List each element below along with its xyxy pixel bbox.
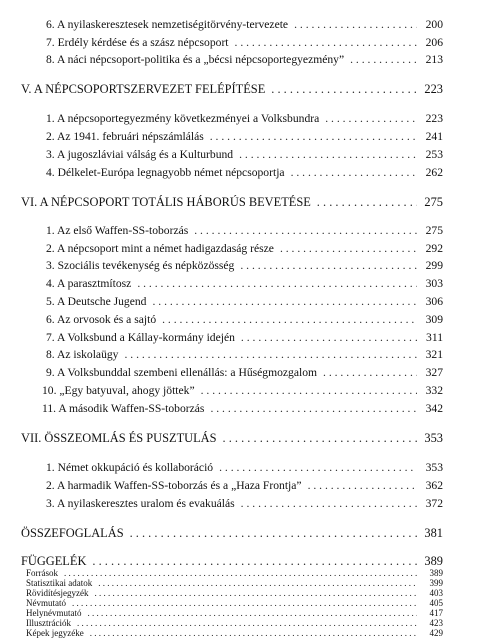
leader-dots: [240, 257, 417, 275]
appendix-entry-title: Források: [26, 568, 58, 578]
toc-entry: [0, 146, 479, 164]
leader-dots: [88, 608, 418, 618]
appendix-entry: [0, 578, 479, 588]
toc-entry-title: 8. A náci népcsoport-politika és a „bécsi népcsoportegyezmény”: [46, 53, 345, 66]
toc-entry-page: 311: [426, 331, 443, 344]
toc-entry-title: 5. A Deutsche Jugend: [46, 295, 147, 308]
leader-dots: [223, 429, 417, 447]
leader-dots: [317, 193, 417, 211]
leader-dots: [162, 311, 417, 329]
leader-dots: [201, 382, 417, 400]
toc-entry-title: 6. A nyilaskeresztesek nemzetiségitörvény-tervezete: [46, 18, 289, 31]
toc-entry-title: 3. A jugoszláviai válság és a Kulturbund: [46, 148, 234, 161]
toc-entry-title: 1. A népcsoportegyezmény következményei a Volksbundra: [46, 112, 320, 125]
appendix-entry-title: Illusztrációk: [26, 618, 71, 628]
appendix-entry-title: Képek jegyzéke: [26, 628, 84, 638]
toc-entry-page: 321: [425, 348, 443, 361]
toc-entry-title: 7. A Volksbund a Kállay-kormány idején: [46, 331, 235, 344]
toc-entry: [0, 110, 479, 128]
toc-entry-page: 262: [425, 166, 443, 179]
chapter-heading: [0, 193, 479, 211]
appendix-entry-title: Névmutató: [26, 598, 66, 608]
appendix-entry: [0, 588, 479, 598]
leader-dots: [77, 618, 417, 628]
toc-entry-title: 3. A nyilaskeresztes uralom és evakuálás: [46, 497, 235, 510]
toc-entry-page: 303: [425, 277, 443, 290]
chapter-heading: [0, 80, 479, 98]
toc-entry: [0, 16, 479, 34]
appendix-entry-page: 389: [429, 568, 443, 578]
toc-entry-title: 2. Az 1941. februári népszámlálás: [46, 130, 204, 143]
leader-dots: [210, 400, 417, 418]
toc-entry-page: 223: [425, 112, 443, 125]
appendix-page: 389: [424, 554, 443, 568]
toc-entry: [0, 257, 479, 275]
toc-entry-page: 372: [425, 497, 443, 510]
leader-dots: [194, 222, 417, 240]
toc-entry: [0, 495, 479, 513]
leader-dots: [239, 146, 417, 164]
toc-entry-page: 342: [425, 402, 443, 415]
toc-entry: [0, 477, 479, 495]
toc-entry-title: 4. A parasztmítosz: [46, 277, 132, 290]
toc-entry: [0, 382, 479, 400]
toc-entry: [0, 34, 479, 52]
toc-entry-title: 4. Délkelet-Európa legnagyobb német népcsoportja: [46, 166, 285, 179]
leader-dots: [130, 524, 417, 542]
appendix-entry-title: Rövidítésjegyzék: [26, 588, 89, 598]
toc-entry-page: 299: [425, 259, 443, 272]
toc-entry: [0, 164, 479, 182]
toc-entry-title: 1. Az első Waffen-SS-toborzás: [46, 224, 189, 237]
chapter-page: 223: [424, 82, 443, 96]
toc-entry: [0, 222, 479, 240]
appendix-entry: [0, 608, 479, 618]
chapter-heading: [0, 429, 479, 447]
toc-entry: [0, 51, 479, 69]
leader-dots: [95, 588, 418, 598]
appendix-entry-page: 403: [429, 588, 443, 598]
appendix-entry-page: 429: [429, 628, 443, 638]
leader-dots: [271, 80, 417, 98]
leader-dots: [152, 293, 417, 311]
toc-entry-page: 200: [425, 18, 443, 31]
summary-page: 381: [424, 526, 443, 540]
toc-entry: [0, 128, 479, 146]
appendix-entry: [0, 598, 479, 608]
toc-entry-title: 8. Az iskolaügy: [46, 348, 119, 361]
leader-dots: [241, 329, 417, 347]
toc-entry-title: 7. Erdély kérdése és a szász népcsoport: [46, 36, 229, 49]
toc-entry: [0, 311, 479, 329]
toc-entry-page: 353: [425, 461, 443, 474]
leader-dots: [308, 477, 417, 495]
chapter-page: 275: [424, 195, 443, 209]
leader-dots: [219, 459, 417, 477]
leader-dots: [98, 578, 417, 588]
appendix-title: FÜGGELÉK: [21, 554, 87, 568]
appendix-entry-page: 405: [429, 598, 443, 608]
toc-entry-title: 10. „Egy batyuval, ahogy jöttek”: [42, 384, 195, 397]
appendix-entry: [0, 628, 479, 638]
appendix-entry: [0, 568, 479, 578]
leader-dots: [291, 164, 417, 182]
toc-entry: [0, 329, 479, 347]
chapter-title: V. A NÉPCSOPORTSZERVEZET FELÉPÍTÉSE: [21, 82, 266, 96]
toc-entry-page: 362: [425, 479, 443, 492]
leader-dots: [241, 495, 417, 513]
toc-entry-page: 253: [425, 148, 443, 161]
toc-entry-title: 11. A második Waffen-SS-toborzás: [42, 402, 205, 415]
toc-entry: [0, 240, 479, 258]
toc-entry-page: 332: [425, 384, 443, 397]
appendix-entry-title: Statisztikai adatok: [26, 578, 93, 588]
leader-dots: [90, 628, 417, 638]
leader-dots: [124, 346, 417, 364]
toc-entry: [0, 400, 479, 418]
toc-entry-title: 3. Szociális tevékenység és népközösség: [46, 259, 235, 272]
toc-entry-page: 306: [425, 295, 443, 308]
summary-heading: [0, 524, 479, 542]
toc-entry-page: 292: [425, 242, 443, 255]
toc-entry-title: 9. A Volksbunddal szembeni ellenállás: a Hűségmozgalom: [46, 366, 318, 379]
chapter-page: 353: [424, 431, 443, 445]
leader-dots: [325, 110, 417, 128]
leader-dots: [72, 598, 417, 608]
leader-dots: [210, 128, 417, 146]
leader-dots: [294, 16, 417, 34]
appendix-entry-title: Helynévmutató: [26, 608, 82, 618]
appendix-entry-page: 399: [429, 578, 443, 588]
toc-entry-page: 327: [425, 366, 443, 379]
toc-entry: [0, 293, 479, 311]
chapter-title: VI. A NÉPCSOPORT TOTÁLIS HÁBORÚS BEVETÉSE: [21, 195, 311, 209]
toc-entry: [0, 459, 479, 477]
toc-entry-title: 6. Az orvosok és a sajtó: [46, 313, 157, 326]
toc-entry-title: 2. A népcsoport mint a német hadigazdaság része: [46, 242, 274, 255]
toc-entry-page: 275: [425, 224, 443, 237]
appendix-entry: [0, 618, 479, 628]
toc-entry-page: 206: [425, 36, 443, 49]
appendix-entry-page: 417: [429, 608, 443, 618]
leader-dots: [350, 51, 417, 69]
chapter-title: VII. ÖSSZEOMLÁS ÉS PUSZTULÁS: [21, 431, 217, 445]
toc-entry-page: 309: [425, 313, 443, 326]
leader-dots: [323, 364, 417, 382]
leader-dots: [64, 568, 417, 578]
toc-entry: [0, 346, 479, 364]
toc-entry: [0, 275, 479, 293]
leader-dots: [137, 275, 417, 293]
appendix-entry-page: 423: [429, 618, 443, 628]
toc-entry-title: 2. A harmadik Waffen-SS-toborzás és a „Haza Frontja”: [46, 479, 302, 492]
leader-dots: [235, 34, 417, 52]
toc-entry-title: 1. Német okkupáció és kollaboráció: [46, 461, 214, 474]
toc-entry-page: 241: [425, 130, 443, 143]
leader-dots: [280, 240, 417, 258]
toc-entry: [0, 364, 479, 382]
toc-entry-page: 213: [425, 53, 443, 66]
summary-title: ÖSSZEFOGLALÁS: [21, 526, 124, 540]
